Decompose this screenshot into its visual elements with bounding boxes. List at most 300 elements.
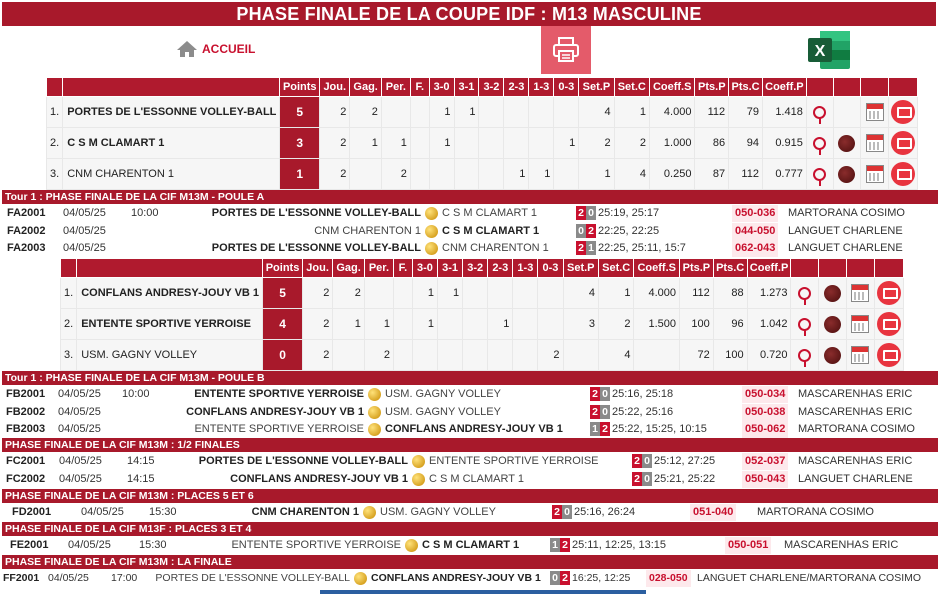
points-value: 4: [263, 309, 303, 340]
match-total: 028-050: [646, 570, 691, 587]
stat-cell: 1: [598, 278, 634, 309]
stat-cell: 1: [614, 97, 649, 128]
stat-cell: 0.915: [762, 128, 806, 159]
map-cell[interactable]: [806, 97, 833, 128]
match-code: FE2001: [10, 539, 49, 551]
home-score: 2: [632, 454, 642, 468]
column-header[interactable]: Set.C: [598, 259, 634, 278]
tv-icon[interactable]: [891, 131, 915, 155]
home-team: ENTENTE SPORTIVE YERROISE: [194, 423, 364, 435]
stat-cell: 1: [454, 97, 479, 128]
volleyball-icon: [425, 242, 438, 255]
stat-cell: 1.418: [762, 97, 806, 128]
home-team: ENTENTE SPORTIVE YERROISE: [231, 539, 401, 551]
volleyball-icon[interactable]: [824, 347, 841, 364]
calendar-cell[interactable]: [861, 97, 889, 128]
column-header[interactable]: Pts.P: [680, 259, 714, 278]
table-row[interactable]: [61, 278, 904, 309]
rank-number: 1.: [61, 278, 77, 309]
away-team: C S M CLAMART 1: [442, 207, 537, 219]
rank-number: 3.: [47, 159, 63, 190]
match-total: 050-043: [742, 471, 788, 488]
home-score: 2: [590, 405, 600, 419]
stat-cell: [554, 97, 579, 128]
stat-cell: 1: [429, 128, 454, 159]
column-header[interactable]: Pts.C: [713, 259, 747, 278]
location-pin-icon[interactable]: [798, 318, 811, 331]
away-team: USM. GAGNY VOLLEY: [385, 388, 501, 400]
location-pin-icon[interactable]: [798, 349, 811, 362]
map-cell[interactable]: [806, 128, 833, 159]
stat-cell: 86: [695, 128, 729, 159]
home-team: CNM CHARENTON 1: [251, 506, 359, 518]
calendar-icon[interactable]: [866, 103, 884, 121]
home-icon: [176, 40, 198, 58]
excel-export-button[interactable]: [806, 29, 852, 71]
tv-icon[interactable]: [877, 312, 901, 336]
column-header[interactable]: 2-3: [504, 78, 529, 97]
stat-cell: 0.720: [747, 340, 791, 371]
stat-cell: 1: [412, 309, 437, 340]
column-header[interactable]: 3-2: [479, 78, 504, 97]
home-link-label: ACCUEIL: [202, 42, 256, 56]
team-name[interactable]: USM. GAGNY VOLLEY: [77, 340, 263, 371]
print-button[interactable]: [541, 26, 591, 74]
tv-icon[interactable]: [877, 343, 901, 367]
match-code: FC2002: [6, 472, 46, 485]
table-row[interactable]: [61, 340, 904, 371]
calendar-cell[interactable]: [861, 128, 889, 159]
match-total: 052-037: [742, 453, 788, 470]
set-scores: 25:19, 25:17: [598, 207, 660, 219]
stat-cell: 0.777: [762, 159, 806, 190]
stat-cell: [364, 278, 393, 309]
away-score: 2: [600, 422, 610, 436]
referee-name: LANGUET CHARLENE: [788, 224, 903, 237]
team-name[interactable]: PORTES DE L'ESSONNE VOLLEY-BALL: [63, 97, 280, 128]
match-row[interactable]: [2, 570, 938, 587]
home-link[interactable]: [176, 40, 255, 58]
stat-cell: 1.042: [747, 309, 791, 340]
stat-cell: 4: [563, 278, 598, 309]
rank-number: 3.: [61, 340, 77, 371]
volleyball-icon[interactable]: [838, 135, 855, 152]
ball-cell[interactable]: [833, 128, 861, 159]
calendar-cell[interactable]: [846, 340, 874, 371]
map-cell[interactable]: [806, 159, 833, 190]
stat-cell: [538, 278, 563, 309]
column-header[interactable]: Pts.P: [695, 78, 729, 97]
stat-cell: [350, 159, 381, 190]
section-header: Tour 1 : PHASE FINALE DE LA CIF M13M - POULE A: [2, 190, 938, 204]
away-score: 0: [600, 405, 610, 419]
column-header[interactable]: 0-3: [538, 259, 563, 278]
stat-cell: 100: [713, 340, 747, 371]
home-score: 2: [632, 472, 642, 486]
calendar-icon[interactable]: [851, 315, 869, 333]
calendar-cell[interactable]: [861, 159, 889, 190]
calendar-cell[interactable]: [846, 309, 874, 340]
ball-cell[interactable]: [833, 159, 861, 190]
stat-cell: 4: [614, 159, 649, 190]
home-team: CONFLANS ANDRESY-JOUY VB 1: [186, 405, 364, 418]
stat-cell: 96: [713, 309, 747, 340]
rank-number: 2.: [47, 128, 63, 159]
stat-cell: [513, 340, 538, 371]
column-header[interactable]: Set.P: [563, 259, 598, 278]
location-pin-icon[interactable]: [813, 137, 826, 150]
stat-cell: 94: [729, 128, 763, 159]
calendar-icon[interactable]: [866, 134, 884, 152]
table-row[interactable]: [47, 159, 918, 190]
points-value: 1: [280, 159, 320, 190]
home-team: PORTES DE L'ESSONNE VOLLEY-BALL: [211, 242, 421, 254]
stat-cell: [438, 309, 463, 340]
match-row[interactable]: [2, 223, 938, 240]
match-code: FA2001: [7, 207, 46, 219]
column-header[interactable]: F.: [410, 78, 429, 97]
volleyball-icon[interactable]: [838, 166, 855, 183]
calendar-icon[interactable]: [851, 346, 869, 364]
column-header[interactable]: Coeff.P: [762, 78, 806, 97]
column-header[interactable]: 2-3: [488, 259, 513, 278]
rank-number: 1.: [47, 97, 63, 128]
stat-cell: 1: [438, 278, 463, 309]
stat-cell: [479, 97, 504, 128]
home-score: 2: [576, 241, 586, 255]
away-team: ENTENTE SPORTIVE YERROISE: [429, 455, 599, 467]
stat-cell: [381, 97, 410, 128]
stat-cell: [463, 340, 488, 371]
match-date: 04/05/25: [63, 207, 106, 219]
tv-icon[interactable]: [891, 100, 915, 124]
map-cell[interactable]: [791, 340, 818, 371]
stat-cell: 1.000: [649, 128, 694, 159]
away-score: 2: [586, 224, 596, 238]
volleyball-icon: [412, 473, 425, 486]
volleyball-icon[interactable]: [824, 285, 841, 302]
column-header[interactable]: 3-0: [429, 78, 454, 97]
match-time: 10:00: [131, 207, 159, 219]
column-header[interactable]: Coeff.S: [634, 259, 680, 278]
stat-cell: 1: [488, 309, 513, 340]
tv-cell[interactable]: [874, 340, 903, 371]
match-row[interactable]: [2, 421, 938, 438]
table-row[interactable]: [61, 309, 904, 340]
team-name[interactable]: C S M CLAMART 1: [63, 128, 280, 159]
stat-cell: [554, 159, 579, 190]
away-score: 2: [560, 571, 570, 585]
match-code: FA2002: [7, 224, 46, 237]
column-header[interactable]: 1-3: [513, 259, 538, 278]
home-score: 2: [552, 505, 562, 519]
stat-cell: [463, 278, 488, 309]
stat-cell: 2: [302, 309, 332, 340]
match-time: 15:30: [139, 539, 167, 551]
stat-cell: 1: [529, 159, 554, 190]
match-row[interactable]: [2, 453, 938, 470]
referee-name: LANGUET CHARLENE: [798, 472, 913, 485]
stat-cell: 112: [680, 278, 714, 309]
stat-cell: 2: [614, 128, 649, 159]
away-score: 1: [586, 241, 596, 255]
table-corner: [61, 259, 77, 278]
stat-cell: [429, 159, 454, 190]
referee-name: MASCARENHAS ERIC: [798, 455, 913, 467]
away-team: CONFLANS ANDRESY-JOUY VB 1: [371, 572, 541, 584]
excel-icon: [806, 29, 852, 71]
column-header[interactable]: Coeff.S: [649, 78, 694, 97]
table-row[interactable]: [47, 128, 918, 159]
column-header[interactable]: F.: [394, 259, 413, 278]
tv-icon[interactable]: [891, 162, 915, 186]
column-header[interactable]: Set.P: [579, 78, 614, 97]
rank-number: 2.: [61, 309, 77, 340]
referee-name: MARTORANA COSIMO: [757, 506, 874, 518]
ball-cell[interactable]: [818, 278, 846, 309]
ranking-table-poule-b: [60, 258, 904, 371]
volleyball-icon: [354, 572, 367, 585]
column-header[interactable]: Gag.: [350, 78, 381, 97]
points-value: 5: [263, 278, 303, 309]
column-header[interactable]: Pts.C: [729, 78, 763, 97]
stat-cell: [504, 128, 529, 159]
away-team: USM. GAGNY VOLLEY: [385, 405, 501, 418]
stat-cell: 3: [563, 309, 598, 340]
away-score: 0: [600, 387, 610, 401]
stat-cell: [479, 159, 504, 190]
location-pin-icon[interactable]: [813, 106, 826, 119]
column-header[interactable]: 1-3: [529, 78, 554, 97]
icon-header: [806, 78, 833, 97]
home-team: PORTES DE L'ESSONNE VOLLEY-BALL: [211, 207, 421, 219]
stat-cell: [538, 309, 563, 340]
stat-cell: [513, 309, 538, 340]
referee-name: MASCARENHAS ERIC: [798, 405, 913, 418]
stat-cell: 2: [320, 159, 350, 190]
points-value: 3: [280, 128, 320, 159]
tv-icon[interactable]: [877, 281, 901, 305]
away-team: CONFLANS ANDRESY-JOUY VB 1: [385, 423, 563, 435]
home-score: 0: [576, 224, 586, 238]
away-team: CNM CHARENTON 1: [442, 242, 549, 254]
icon-header: [888, 78, 917, 97]
match-date: 04/05/25: [68, 539, 111, 551]
stat-cell: [438, 340, 463, 371]
match-total: 062-043: [732, 240, 778, 257]
home-score: 1: [590, 422, 600, 436]
set-scores: 25:21, 25:22: [654, 472, 716, 485]
column-header[interactable]: Per.: [381, 78, 410, 97]
match-total: 051-040: [690, 504, 736, 521]
match-date: 04/05/25: [63, 242, 106, 254]
stat-cell: 2: [320, 128, 350, 159]
match-total: 050-062: [742, 421, 788, 438]
set-scores: 25:11, 12:25, 13:15: [572, 539, 666, 551]
stat-cell: 72: [680, 340, 714, 371]
match-row[interactable]: [2, 386, 938, 403]
column-header[interactable]: Points: [263, 259, 303, 278]
set-scores: 25:22, 25:16: [612, 405, 674, 418]
match-total: 050-051: [725, 537, 771, 554]
match-row[interactable]: [2, 404, 938, 421]
referee-name: MASCARENHAS ERIC: [784, 539, 899, 551]
icon-header: [791, 259, 818, 278]
home-score: 0: [550, 571, 560, 585]
ball-cell[interactable]: [818, 340, 846, 371]
tv-cell[interactable]: [888, 128, 917, 159]
stat-cell: [394, 340, 413, 371]
away-team: USM. GAGNY VOLLEY: [380, 506, 496, 518]
stat-cell: 112: [695, 97, 729, 128]
match-date: 04/05/25: [63, 224, 106, 237]
match-time: 10:00: [122, 388, 150, 400]
match-time: 14:15: [127, 455, 155, 467]
home-team: ENTENTE SPORTIVE YERROISE: [194, 388, 364, 400]
tv-cell[interactable]: [874, 278, 903, 309]
section-header: PHASE FINALE DE LA CIF M13M : LA FINALE: [2, 555, 938, 569]
stat-cell: 2: [320, 97, 350, 128]
calendar-cell[interactable]: [846, 278, 874, 309]
match-code: FC2001: [6, 455, 46, 467]
referee-name: MASCARENHAS ERIC: [798, 388, 913, 400]
stat-cell: 1: [333, 309, 365, 340]
section-header: PHASE FINALE DE LA CIF M13M : 1/2 FINALES: [2, 438, 938, 452]
match-code: FB2001: [6, 388, 46, 400]
team-header: [63, 78, 280, 97]
home-team: PORTES DE L'ESSONNE VOLLEY-BALL: [155, 572, 350, 584]
match-date: 04/05/25: [58, 405, 101, 418]
volleyball-icon: [425, 225, 438, 238]
stat-cell: 1: [350, 128, 381, 159]
column-header[interactable]: Jou.: [320, 78, 350, 97]
bottom-scrollbar[interactable]: [320, 590, 646, 594]
stat-cell: [410, 97, 429, 128]
stat-cell: [394, 309, 413, 340]
match-code: FB2002: [6, 405, 46, 418]
location-pin-icon[interactable]: [798, 287, 811, 300]
stat-cell: 4.000: [634, 278, 680, 309]
stat-cell: [412, 340, 437, 371]
set-scores: 25:22, 15:25, 10:15: [612, 423, 707, 435]
match-code: FA2003: [7, 242, 46, 254]
column-header[interactable]: 3-0: [412, 259, 437, 278]
column-header[interactable]: 3-1: [438, 259, 463, 278]
stat-cell: 1.500: [634, 309, 680, 340]
column-header[interactable]: Coeff.P: [747, 259, 791, 278]
stat-cell: 1: [429, 97, 454, 128]
match-code: FF2001: [3, 572, 40, 584]
calendar-icon[interactable]: [866, 165, 884, 183]
stat-cell: [563, 340, 598, 371]
match-row[interactable]: [2, 240, 938, 257]
stat-cell: 1: [579, 159, 614, 190]
points-value: 5: [280, 97, 320, 128]
column-header[interactable]: 3-1: [454, 78, 479, 97]
calendar-icon[interactable]: [851, 284, 869, 302]
referee-name: MARTORANA COSIMO: [788, 207, 905, 219]
match-total: 050-038: [742, 404, 788, 421]
icon-header: [833, 78, 861, 97]
icon-header: [818, 259, 846, 278]
match-row[interactable]: [2, 205, 938, 222]
away-score: 2: [560, 538, 570, 552]
column-header[interactable]: Jou.: [302, 259, 332, 278]
stat-cell: 2: [350, 97, 381, 128]
match-total: 044-050: [732, 223, 778, 240]
stat-cell: 1: [364, 309, 393, 340]
stat-cell: [504, 97, 529, 128]
away-score: 0: [642, 454, 652, 468]
match-row[interactable]: [2, 537, 938, 554]
volleyball-icon: [405, 539, 418, 552]
team-name[interactable]: CNM CHARENTON 1: [63, 159, 280, 190]
ball-cell[interactable]: [833, 97, 861, 128]
ranking-table-poule-a: [46, 77, 918, 190]
column-header[interactable]: 0-3: [554, 78, 579, 97]
stat-cell: 1: [381, 128, 410, 159]
stat-cell: [394, 278, 413, 309]
volleyball-icon: [425, 207, 438, 220]
section-header: PHASE FINALE DE LA CIF M13M : PLACES 5 ET 6: [2, 489, 938, 503]
column-header[interactable]: 3-2: [463, 259, 488, 278]
table-row[interactable]: [47, 97, 918, 128]
home-score: 2: [590, 387, 600, 401]
section-header: Tour 1 : PHASE FINALE DE LA CIF M13M - POULE B: [2, 371, 938, 385]
tv-cell[interactable]: [888, 97, 917, 128]
stat-cell: [488, 340, 513, 371]
section-header: PHASE FINALE DE LA CIF M13F : PLACES 3 ET 4: [2, 522, 938, 536]
column-header[interactable]: Per.: [364, 259, 393, 278]
svg-text:X: X: [814, 43, 826, 60]
match-code: FD2001: [12, 506, 52, 518]
match-date: 04/05/25: [81, 506, 124, 518]
stat-cell: [454, 128, 479, 159]
volleyball-icon: [368, 388, 381, 401]
location-pin-icon[interactable]: [813, 168, 826, 181]
match-row[interactable]: [2, 504, 938, 521]
stat-cell: 87: [695, 159, 729, 190]
icon-header: [846, 259, 874, 278]
set-scores: 25:16, 26:24: [574, 506, 636, 518]
volleyball-icon: [368, 423, 381, 436]
match-code: FB2003: [6, 423, 46, 435]
team-name[interactable]: CONFLANS ANDRESY-JOUY VB 1: [77, 278, 263, 309]
volleyball-icon[interactable]: [824, 316, 841, 333]
tv-cell[interactable]: [888, 159, 917, 190]
map-cell[interactable]: [791, 309, 818, 340]
stat-cell: 2: [381, 159, 410, 190]
stat-cell: [488, 278, 513, 309]
ball-cell[interactable]: [818, 309, 846, 340]
set-scores: 22:25, 25:11, 15:7: [598, 242, 686, 254]
match-row[interactable]: [2, 471, 938, 488]
team-name[interactable]: ENTENTE SPORTIVE YERROISE: [77, 309, 263, 340]
column-header[interactable]: Set.C: [614, 78, 649, 97]
column-header[interactable]: Points: [280, 78, 320, 97]
column-header[interactable]: Gag.: [333, 259, 365, 278]
stat-cell: 4: [598, 340, 634, 371]
match-time: 17:00: [111, 572, 138, 584]
set-scores: 16:25, 12:25: [572, 572, 631, 584]
stat-cell: 2: [538, 340, 563, 371]
volleyball-icon: [368, 406, 381, 419]
match-time: 15:30: [149, 506, 177, 518]
map-cell[interactable]: [791, 278, 818, 309]
tv-cell[interactable]: [874, 309, 903, 340]
match-date: 04/05/25: [48, 572, 89, 584]
match-date: 04/05/25: [59, 455, 102, 467]
